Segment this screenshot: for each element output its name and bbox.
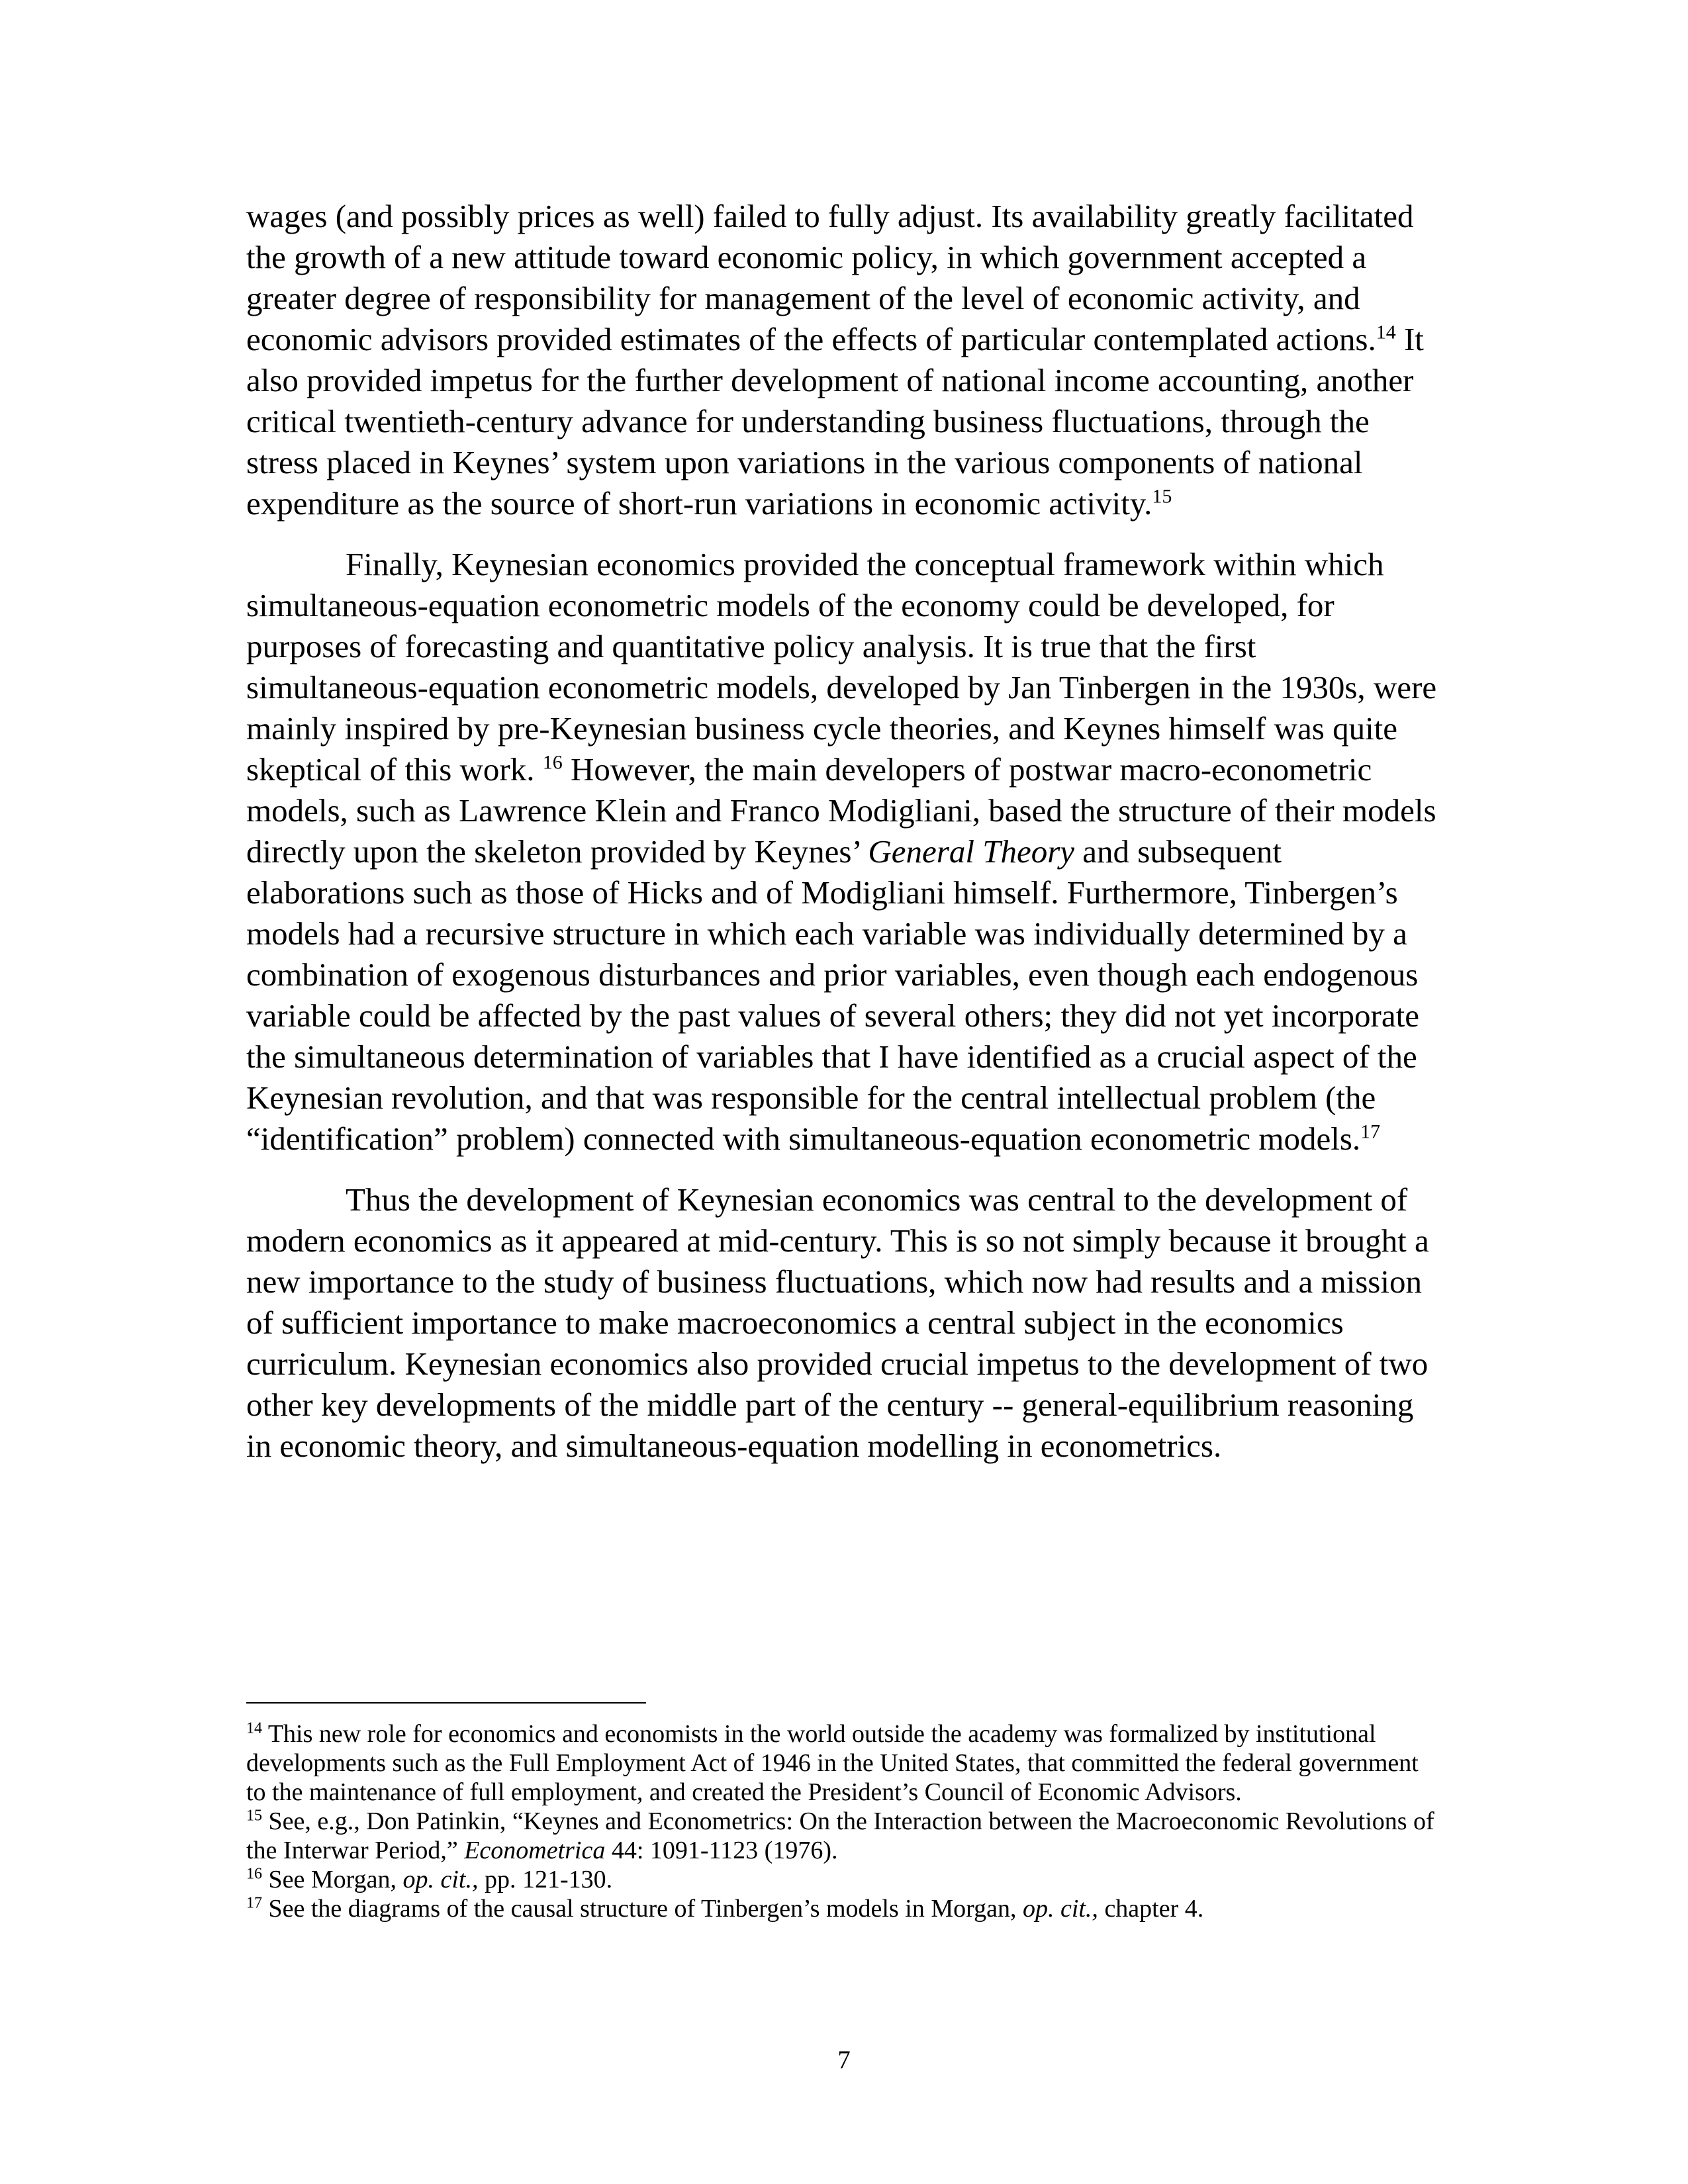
citation-abbrev: op. cit., — [402, 1866, 479, 1893]
paragraph-1-text-b: It also provided impetus for the further development of national income accounting, another critical twentieth-century advance for understanding business fluctuations, through the stress placed in Keynes’ system upon variations in the various components of national expenditure as the source of short-run variations in economic activity. — [246, 321, 1424, 522]
paragraph-2-text-b: However, the main developers of postwar macro-econometric models, such as Lawrence Klein and Franco Modigliani, based the structure of their models directly upon the skeleton provided by Keynes’ — [246, 751, 1436, 870]
paragraph-3: Thus the development of Keynesian economics was central to the development of modern economics as it appeared at mid-century. This is so not simply because it brought a new importance to the study of business fluctuations, which now had results and a mission of sufficient importance to make macroeconomics a central subject in the economics curriculum. Keynesian economics also provided crucial impetus to the development of two other key developments of the middle part of the century -- general-equilibrium reasoning in economic theory, and simultaneous-equation modelling in econometrics. — [246, 1181, 1429, 1464]
footnotes — [246, 1719, 1438, 1923]
citation-abbrev: op. cit., — [1022, 1895, 1098, 1923]
footnote-15 — [246, 1807, 1438, 1865]
footnote-text: chapter 4. — [1098, 1895, 1204, 1923]
footnote-ref-14[interactable]: 14 — [1376, 321, 1396, 343]
footnote-number: 16 — [246, 1865, 262, 1883]
footnote-text: See Morgan, — [262, 1866, 403, 1893]
footnote-ref-15[interactable]: 15 — [1152, 485, 1172, 508]
paragraph-2-text-c: and subsequent elaborations such as those of Hicks and of Modigliani himself. Furthermore, Tinbergen’s models had a recursive structure in which each variable was individually determined by a combination of exogenous disturbances and prior variables, even though each endogenous variable could be affected by the past values of several others; they did not yet incorporate the simultaneous determination of variables that I have identified as a crucial aspect of the Keynesian revolution, and that was responsible for the central intellectual problem (the “identification” problem) connected with simultaneous-equation econometric models. — [246, 833, 1419, 1157]
footnote-16 — [246, 1865, 1438, 1894]
footnote-ref-17[interactable]: 17 — [1360, 1120, 1381, 1143]
footnote-number: 17 — [246, 1894, 262, 1912]
paragraph-1-text-a: wages (and possibly prices as well) failed to fully adjust. Its availability greatly facilitated the growth of a new attitude toward economic policy, in which government accepted a greater degree of responsibility for management of the level of economic activity, and economic advisors provided estimates of the effects of particular contemplated actions. — [246, 198, 1414, 357]
page-number: 7 — [837, 2046, 851, 2074]
footnote-ref-16[interactable]: 16 — [542, 751, 563, 774]
footnote-number: 15 — [246, 1807, 262, 1825]
paragraph-2-text-a: Finally, Keynesian economics provided the conceptual framework within which simultaneous-equation econometric models of the economy could be developed, for purposes of forecasting and quantitative policy analysis. It is true that the first simultaneous-equation econometric models, developed by Jan Tinbergen in the 1930s, were mainly inspired by pre-Keynesian business cycle theories, and Keynes himself was quite skeptical of this work. — [246, 546, 1437, 788]
footnote-text: This new role for economics and economists in the world outside the academy was formalized by institutional developments such as the Full Employment Act of 1946 in the United States, that committed the federal government to the maintenance of full employment, and created the President’s Council of Economic Advisors. — [246, 1720, 1419, 1806]
footnote-text: 44: 1091-1123 (1976). — [605, 1837, 838, 1864]
footnote-separator — [246, 1702, 646, 1704]
footnote-text: See, e.g., Don Patinkin, “Keynes and Econometrics: On the Interaction between the Macroeconomic Revolutions of the Interwar Period,” — [246, 1807, 1434, 1864]
footnote-14 — [246, 1719, 1438, 1807]
footnote-text: See the diagrams of the causal structure of Tinbergen’s models in Morgan, — [262, 1895, 1023, 1923]
paragraph-1 — [246, 196, 1438, 524]
body-text — [246, 196, 1438, 1467]
footnote-text: pp. 121-130. — [478, 1866, 613, 1893]
footnote-17 — [246, 1894, 1438, 1923]
book-title-general-theory: General Theory — [868, 833, 1075, 870]
footnote-number: 14 — [246, 1719, 262, 1737]
journal-title: Econometrica — [464, 1837, 606, 1864]
paragraph-2 — [246, 544, 1438, 1160]
